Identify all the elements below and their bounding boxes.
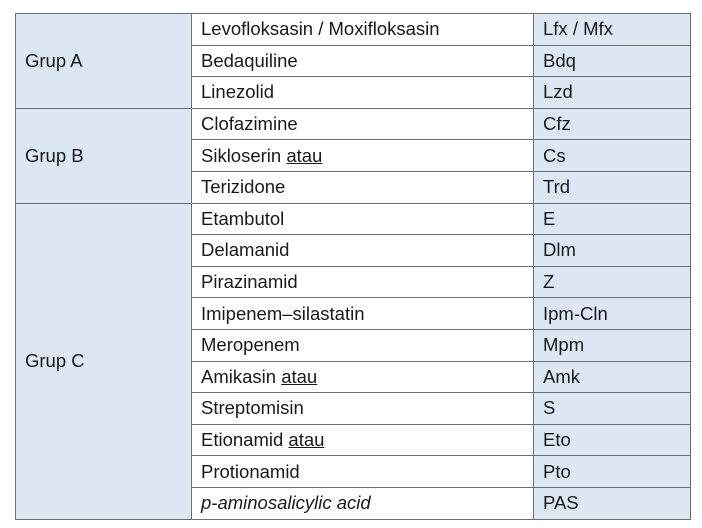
drug-name <box>192 487 534 519</box>
drug-name <box>192 266 534 298</box>
drug-name-text: Protionamid <box>201 460 300 482</box>
group-label: Grup C <box>16 203 192 519</box>
drug-name-text: Streptomisin <box>201 397 304 419</box>
drug-abbreviation: Z <box>534 266 691 298</box>
drug-name-text: p-aminosalicylic acid <box>201 492 371 514</box>
drug-abbreviation: Cfz <box>534 108 691 140</box>
drug-abbreviation: Eto <box>534 424 691 456</box>
drug-abbreviation: Trd <box>534 171 691 203</box>
drug-name <box>192 45 534 77</box>
drug-abbreviation: Bdq <box>534 45 691 77</box>
drug-alternative-marker: atau <box>286 144 323 166</box>
drug-abbreviation: S <box>534 393 691 425</box>
drug-name-text: Meropenem <box>201 334 300 356</box>
drug-name-text: Imipenem–silastatin <box>201 302 365 324</box>
table-row <box>16 203 691 235</box>
drug-name-text: Amikasin <box>201 365 277 387</box>
drug-name <box>192 14 534 46</box>
group-label: Grup B <box>16 108 192 203</box>
drug-abbreviation: Amk <box>534 361 691 393</box>
drug-name <box>192 361 534 393</box>
drug-abbreviation: E <box>534 203 691 235</box>
drug-abbreviation: Lfx / Mfx <box>534 14 691 46</box>
drug-name <box>192 393 534 425</box>
drug-name <box>192 108 534 140</box>
drug-name-text: Pirazinamid <box>201 271 298 293</box>
drug-name <box>192 298 534 330</box>
drug-name <box>192 171 534 203</box>
drug-name-text: Sikloserin <box>201 144 282 166</box>
drug-name <box>192 140 534 172</box>
drug-name <box>192 329 534 361</box>
drug-abbreviation: PAS <box>534 487 691 519</box>
drug-name <box>192 235 534 267</box>
drug-name <box>192 456 534 488</box>
drug-name-text: Terizidone <box>201 176 286 198</box>
drug-abbreviation: Pto <box>534 456 691 488</box>
table-row <box>16 108 691 140</box>
drug-name-text: Levofloksasin / Moxifloksasin <box>201 18 440 40</box>
drug-group-table <box>15 13 691 520</box>
drug-name-text: Clofazimine <box>201 113 298 135</box>
drug-abbreviation: Ipm-Cln <box>534 298 691 330</box>
drug-name-text: Delamanid <box>201 239 290 261</box>
table-body <box>16 14 691 520</box>
drug-abbreviation: Lzd <box>534 77 691 109</box>
drug-name-text: Etionamid <box>201 429 284 451</box>
drug-abbreviation: Cs <box>534 140 691 172</box>
drug-name <box>192 77 534 109</box>
drug-alternative-marker: atau <box>288 429 325 451</box>
table-row <box>16 14 691 46</box>
group-label: Grup A <box>16 14 192 109</box>
drug-abbreviation: Mpm <box>534 329 691 361</box>
drug-name-text: Etambutol <box>201 207 285 229</box>
drug-name <box>192 203 534 235</box>
drug-alternative-marker: atau <box>281 365 318 387</box>
drug-abbreviation: Dlm <box>534 235 691 267</box>
drug-name-text: Bedaquiline <box>201 49 298 71</box>
drug-name <box>192 424 534 456</box>
drug-name-text: Linezolid <box>201 81 275 103</box>
